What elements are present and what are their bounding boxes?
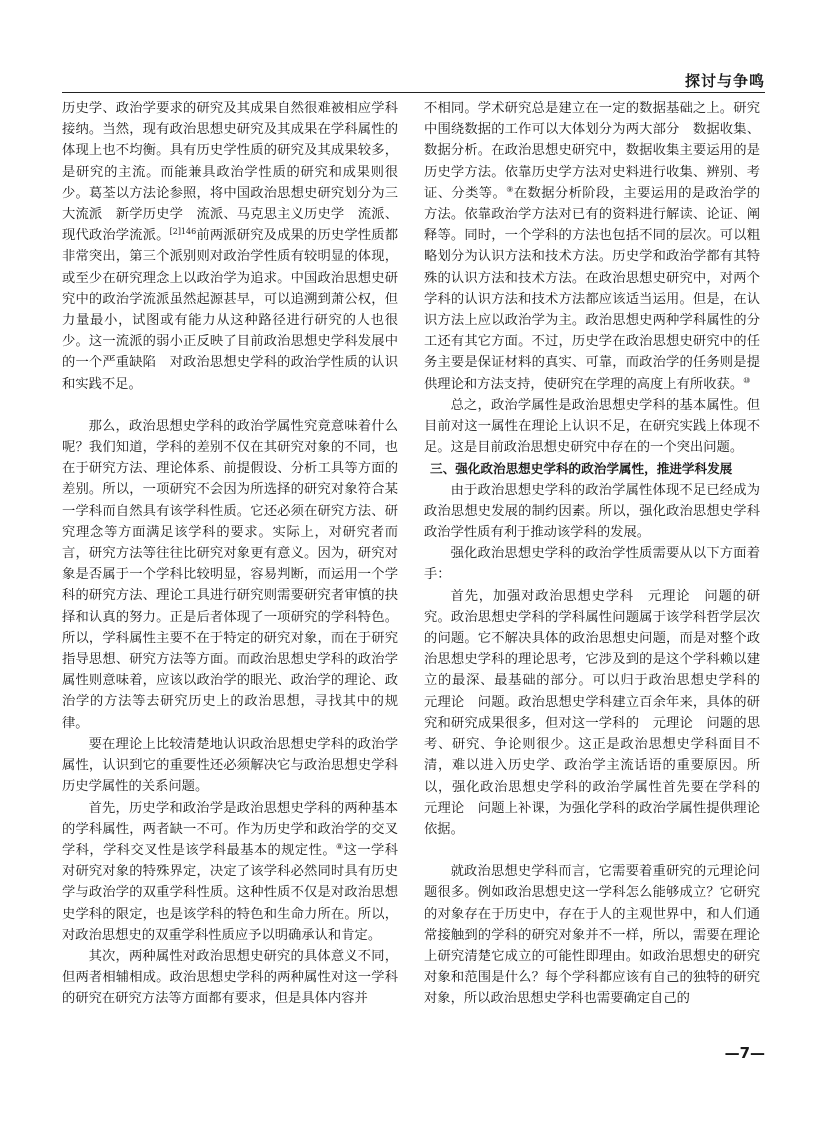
footnote-ref: ⑧ [336, 841, 344, 851]
right-column [424, 98, 774, 1010]
paragraph: 由于政治思想史学科的政治学属性体现不足已经成为政治思想史发展的制约因素。所以，强化政治思想史学科政治学性质有利于推动该学科的发展。 [424, 482, 760, 541]
paragraph: 要在理论上比较清楚地认识政治思想史学科的政治学属性，认识到它的重要性还必须解决它与政治思想史学科历史学属性的关系问题。 [62, 736, 398, 795]
section-title: 探讨与争鸣 [684, 72, 765, 90]
footnote-ref: ⑨ [506, 184, 514, 194]
left-column [62, 98, 398, 1010]
paragraph: 首先，历史学和政治学是政治思想史学科的两种基本的学科属性，两者缺一不可。作为历史学和政治学的交叉学科，学科交叉性是该学科最基本的规定性。⑧这一学科对研究对象的特殊界定，决定了该学科必然同时具有历史学与政治学的双重学科性质。这种性质不仅是对政治思想史学科的限定，也是该学科的特色和生命力所在。所以，对政治思想史的双重学科性质应予以明确承认和肯定。 [62, 800, 399, 943]
running-header [62, 68, 765, 92]
paragraph: 就政治思想史学科而言，它需要着重研究的元理论问题很多。例如政治思想史这一学科怎么能够成立？它研究的对象存在于历史中，存在于人的主观世界中，和人们通常接触到的学科的研究对象并不一样，所以，需要在理论上研究清楚它成立的可能性即理由。如政治思想史的研究对象和范围是什么？每个学科都应该有自己的独特的研究对象，所以政治思想史学科也需要确定自己的 [424, 864, 760, 1007]
paragraph: 历史学、政治学要求的研究及其成果自然很难被相应学科接纳。当然，现有政治思想史研究及其成果在学科属性的体现上也不均衡。具有历史学性质的研究及其成果较多，是研究的主流。而能兼具政治学性质的研究和成果则很少。葛荃以方法论参照，将中国政治思想史研究划分为三大流派 新学历史学 流派、马克思主义历史学 流派、现代政治学流派。$^{[2]146}$前两派研究及成果的历史学性质都非常突出，第三个派别则对政治学性质有较明显的体现，或至少在研究理念上以政治学为追求。中国政治思想史研究中的政治学流派虽然起源甚早，可以追溯到萧公权，但力量最小，试图或有能力从这种路径进行研究的人也很少。这一流派的弱小正反映了目前政治思想史学科发展中的一个严重缺陷 对政治思想史学科的政治学性质的认识和实践不足。 [62, 101, 399, 392]
paragraph: 强化政治思想史学科的政治学性质需要从以下方面着手： [424, 546, 760, 583]
paragraph: 不相同。学术研究总是建立在一定的数据基础之上。研究中围绕数据的工作可以大体划分为两大部分 数据收集、数据分析。在政治思想史研究中，数据收集主要运用的是历史学方法。依靠历史学方法对史料进行收集、辨别、考证、分类等。⑨在数据分析阶段，主要运用的是政治学的方法。依靠政治学方法对已有的资料进行解读、论证、阐释等。同时，一个学科的方法也包括不同的层次。可以粗略划分为认识方法和技术方法。历史学和政治学都有其特殊的认识方法和技术方法。在政治思想史研究中，对两个学科的认识方法和技术方法都应该适当运用。但是，在认识方法上应以政治学为主。政治思想史两种学科属性的分工还有其它方面。不过，历史学在政治思想史研究中的任务主要是保证材料的真实、可靠，而政治学的任务则是提供理论和方法支持，使研究在学理的高度上有所收获。⑩ [424, 101, 761, 392]
footnote-ref: ⑩ [743, 375, 751, 385]
section-heading: 三、强化政治思想史学科的政治学属性，推进学科发展 [430, 461, 733, 477]
paragraph: 那么，政治思想史学科的政治学属性究竟意味着什么呢？我们知道，学科的差别不仅在其研究对象的不同，也在于研究方法、理论体系、前提假设、分析工具等方面的差别。所以，一项研究不会因为所选择的研究对象符合某一学科而自然具有该学科性质。它还必须在研究方法、研究理念等方面满足该学科的要求。实际上，对研究者而言，研究方法等往往比研究对象更有意义。因为，研究对象是否属于一个学科比较明显，容易判断，而运用一个学科的研究方法、理论工具进行研究则需要研究者审慎的抉择和认真的努力。正是后者体现了一项研究的学科特色。所以，学科属性主要不在于特定的研究对象，而在于研究指导思想、研究方法等方面。而政治思想史学科的政治学属性则意味着，应该以政治学的眼光、政治学的理论、政治学的方法等去研究历史上的政治思想，寻找其中的规律。 [62, 418, 398, 731]
page-number: —7— [724, 1044, 765, 1062]
citation-ref: [2]146 [169, 227, 197, 237]
paragraph: 首先，加强对政治思想史学科 元理论 问题的研究。政治思想史学科的学科属性问题属于该学科哲学层次的问题。它不解决具体的政治思想史问题，而是对整个政治思想史学科的理论思考，它涉及到的是这个学科赖以建立的最深、最基础的部分。可以归于政治思想史学科的 元理论 问题。政治思想史学科建立百余年来，具体的研究和研究成果很多，但对这一学科的 元理论 问题的思考、研究、争论则很少。这正是政治思想史学科面目不清，难以进入历史学、政治学主流话语的重要原因。所以，强化政治思想史学科的政治学属性首先要在学科的 元理论 问题上补课，为强化学科的政治学属性提供理论依据。 [424, 588, 774, 837]
paragraph: 总之，政治学属性是政治思想史学科的基本属性。但目前对这一属性在理论上认识不足，在研究实践上体现不足。这是目前政治思想史研究中存在的一个突出问题。 [424, 397, 760, 456]
paragraph-gap [424, 840, 760, 861]
paragraph: 其次，两种属性对政治思想史研究的具体意义不同，但两者相辅相成。政治思想史学科的两种属性对这一学科的研究在研究方法等方面都有要求，但是具体内容并 [62, 948, 398, 1007]
paragraph-gap [62, 395, 398, 416]
header-rule [62, 92, 765, 93]
